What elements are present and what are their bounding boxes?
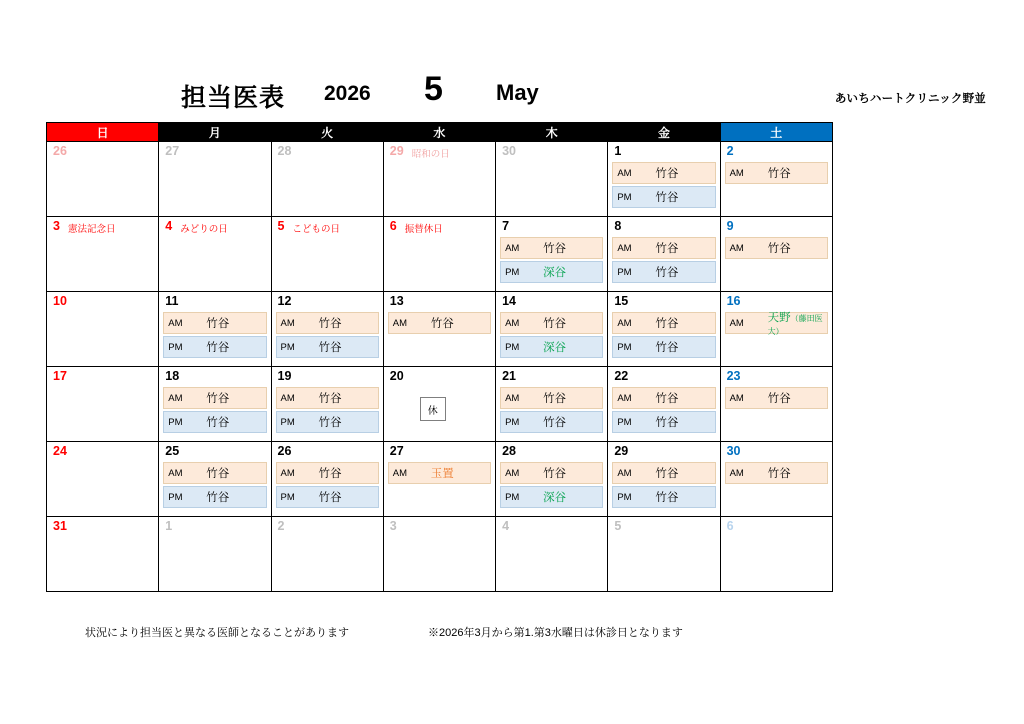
calendar-month-number: 5 (424, 70, 443, 108)
shift-list (163, 385, 266, 433)
shift-period-label: AM (729, 467, 744, 479)
shift-period-label: AM (729, 317, 744, 329)
doctor-name: 竹谷 (206, 492, 230, 504)
calendar-day-cell[interactable] (271, 367, 383, 442)
shift-afternoon[interactable] (612, 261, 715, 283)
day-number: 7 (502, 219, 510, 233)
doctor-name: 竹谷 (206, 393, 230, 405)
calendar-day-cell[interactable] (159, 292, 271, 367)
day-number: 26 (277, 444, 292, 458)
dow-header-wednesday: 水 (383, 123, 495, 142)
shift-period-label: PM (168, 491, 183, 503)
doctor-name: 竹谷 (318, 318, 342, 330)
note-right: ※2026年3月から第1.第3水曜日は休診日となります (428, 627, 683, 639)
shift-afternoon[interactable] (500, 261, 603, 283)
shift-period-label: AM (168, 467, 183, 479)
shift-morning[interactable] (725, 162, 828, 184)
calendar-day-cell[interactable] (383, 442, 495, 517)
doctor-name: 竹谷 (655, 243, 679, 255)
doctor-name: 竹谷 (767, 468, 791, 480)
doctor-name (758, 309, 827, 337)
day-number: 6 (389, 219, 397, 233)
shift-list (612, 460, 715, 508)
doctor-name: 竹谷 (655, 417, 679, 429)
shift-morning[interactable] (163, 387, 266, 409)
shift-list (612, 310, 715, 358)
shift-morning[interactable] (163, 312, 266, 334)
shift-afternoon[interactable] (612, 486, 715, 508)
day-number: 18 (165, 369, 180, 383)
shift-morning[interactable] (725, 387, 828, 409)
shift-afternoon[interactable] (163, 336, 266, 358)
day-number: 2 (277, 519, 285, 533)
doctor-name: 竹谷 (318, 342, 342, 354)
doctor-name: 竹谷 (543, 243, 567, 255)
shift-period-label: PM (168, 341, 183, 353)
day-number: 20 (389, 369, 404, 383)
calendar-day-cell[interactable] (271, 217, 383, 292)
day-number: 22 (614, 369, 629, 383)
calendar-day-cell[interactable] (47, 442, 159, 517)
day-number: 30 (726, 444, 741, 458)
page-header (46, 70, 986, 118)
calendar-year: 2026 (324, 82, 371, 105)
day-number: 29 (389, 144, 404, 158)
shift-period-label: AM (168, 317, 183, 329)
shift-list (276, 385, 379, 433)
dow-header-sunday: 日 (47, 123, 159, 142)
shift-period-label: PM (617, 416, 632, 428)
shift-period-label: PM (505, 341, 520, 353)
clinic-name: あいちハートクリニック野並 (834, 93, 986, 105)
shift-list (612, 235, 715, 283)
shift-period-label: AM (280, 392, 295, 404)
doctor-name: 竹谷 (206, 417, 230, 429)
shift-period-label: AM (505, 467, 520, 479)
calendar-week-row (47, 142, 833, 217)
shift-afternoon[interactable] (276, 486, 379, 508)
doctor-name: 竹谷 (543, 318, 567, 330)
shift-afternoon[interactable] (612, 186, 715, 208)
calendar-day-cell[interactable] (496, 442, 608, 517)
doctor-name: 竹谷 (430, 318, 454, 330)
shift-afternoon[interactable] (612, 411, 715, 433)
calendar-week-row (47, 517, 833, 592)
doctor-name: 竹谷 (543, 393, 567, 405)
day-number: 2 (726, 144, 734, 158)
shift-period-label: AM (729, 242, 744, 254)
shift-period-label: PM (505, 266, 520, 278)
duty-roster-calendar (46, 122, 833, 592)
calendar-day-cell[interactable] (496, 142, 608, 217)
shift-list (725, 235, 828, 259)
calendar-week-row (47, 217, 833, 292)
calendar-day-cell[interactable] (271, 142, 383, 217)
shift-list (276, 460, 379, 508)
calendar-day-cell[interactable] (720, 292, 832, 367)
shift-period-label: AM (280, 467, 295, 479)
shift-morning[interactable] (500, 387, 603, 409)
dow-header-friday: 金 (608, 123, 720, 142)
doctor-name: 竹谷 (655, 192, 679, 204)
doctor-name: 竹谷 (655, 492, 679, 504)
shift-period-label: AM (617, 467, 632, 479)
shift-list (612, 160, 715, 208)
shift-morning[interactable] (725, 312, 828, 334)
day-number: 21 (502, 369, 516, 383)
calendar-day-cell[interactable] (608, 367, 720, 442)
calendar-week-row (47, 292, 833, 367)
day-number: 24 (53, 444, 67, 458)
doctor-name: 竹谷 (655, 168, 679, 180)
shift-morning[interactable] (500, 237, 603, 259)
day-number: 30 (502, 144, 516, 158)
shift-list (500, 235, 603, 283)
shift-period-label: AM (617, 317, 632, 329)
shift-period-label: AM (617, 167, 632, 179)
calendar-day-cell[interactable] (383, 292, 495, 367)
shift-morning[interactable] (388, 462, 491, 484)
shift-period-label: PM (617, 341, 632, 353)
doctor-name: 竹谷 (655, 393, 679, 405)
shift-morning[interactable] (388, 312, 491, 334)
doctor-name: 竹谷 (543, 468, 567, 480)
shift-afternoon[interactable] (500, 411, 603, 433)
calendar-day-cell[interactable] (271, 292, 383, 367)
shift-morning[interactable] (725, 237, 828, 259)
shift-period-label: AM (729, 392, 744, 404)
calendar-day-cell[interactable] (47, 142, 159, 217)
shift-period-label: AM (617, 392, 632, 404)
day-number: 28 (502, 444, 516, 458)
doctor-name: 深谷 (543, 267, 567, 279)
doctor-name: 竹谷 (767, 243, 791, 255)
calendar-day-cell[interactable] (47, 367, 159, 442)
shift-period-label: PM (280, 416, 295, 428)
shift-period-label: AM (505, 317, 520, 329)
shift-period-label: AM (392, 467, 408, 479)
doctor-name: 竹谷 (655, 468, 679, 480)
shift-morning[interactable] (276, 387, 379, 409)
shift-period-label: AM (505, 242, 520, 254)
shift-period-label: AM (505, 392, 520, 404)
day-number: 11 (165, 294, 179, 308)
day-number: 4 (502, 519, 510, 533)
doctor-name: 玉置 (430, 468, 454, 480)
day-number: 5 (277, 219, 285, 233)
day-number: 15 (614, 294, 629, 308)
doctor-name: 深谷 (543, 492, 567, 504)
shift-morning[interactable] (500, 312, 603, 334)
calendar-day-cell[interactable] (496, 517, 608, 592)
shift-afternoon[interactable] (500, 486, 603, 508)
doctor-name: 竹谷 (543, 417, 567, 429)
note-left: 状況により担当医と異なる医師となることがあります (85, 627, 349, 639)
shift-period-label: PM (617, 266, 632, 278)
calendar-month-english: May (496, 80, 539, 105)
shift-afternoon[interactable] (500, 336, 603, 358)
day-number: 14 (502, 294, 516, 308)
day-number: 16 (726, 294, 741, 308)
shift-list (500, 310, 603, 358)
calendar-week-row (47, 442, 833, 517)
calendar-day-cell[interactable] (47, 217, 159, 292)
calendar-day-cell[interactable] (496, 367, 608, 442)
calendar-day-cell[interactable] (608, 217, 720, 292)
day-number: 29 (614, 444, 629, 458)
doctor-name: 竹谷 (767, 168, 791, 180)
day-number: 28 (277, 144, 292, 158)
shift-morning[interactable] (612, 462, 715, 484)
doctor-name: 竹谷 (318, 417, 342, 429)
day-number: 9 (726, 219, 734, 233)
calendar-day-cell[interactable] (271, 442, 383, 517)
calendar-day-cell[interactable] (159, 442, 271, 517)
shift-period-label: PM (280, 491, 295, 503)
shift-period-label: PM (617, 191, 632, 203)
shift-period-label: PM (505, 416, 520, 428)
holiday-label: 振替休日 (404, 224, 443, 235)
shift-morning[interactable] (163, 462, 266, 484)
shift-morning[interactable] (612, 387, 715, 409)
calendar-week-row (47, 367, 833, 442)
shift-period-label: AM (168, 392, 183, 404)
shift-morning[interactable] (276, 462, 379, 484)
shift-period-label: PM (168, 416, 183, 428)
dow-header-tuesday: 火 (271, 123, 383, 142)
shift-afternoon[interactable] (276, 336, 379, 358)
doctor-name: 竹谷 (655, 267, 679, 279)
day-number: 5 (614, 519, 622, 533)
shift-list (725, 310, 828, 334)
calendar-day-cell[interactable] (159, 517, 271, 592)
day-number: 23 (726, 369, 741, 383)
shift-morning[interactable] (612, 162, 715, 184)
day-number: 27 (165, 144, 180, 158)
shift-afternoon[interactable] (276, 411, 379, 433)
doctor-name: 竹谷 (206, 342, 230, 354)
doctor-name: 竹谷 (206, 468, 230, 480)
shift-list (725, 385, 828, 409)
day-number: 17 (53, 369, 67, 383)
doctor-name: 竹谷 (318, 492, 342, 504)
shift-period-label: PM (280, 341, 295, 353)
day-number: 25 (165, 444, 180, 458)
doctor-name-main: 天野 (767, 312, 791, 324)
shift-morning[interactable] (612, 312, 715, 334)
doctor-name: 竹谷 (206, 318, 230, 330)
day-number: 10 (53, 294, 67, 308)
calendar-day-cell[interactable] (159, 367, 271, 442)
calendar-day-cell[interactable] (720, 142, 832, 217)
doctor-name: 竹谷 (655, 342, 679, 354)
calendar-day-cell[interactable] (383, 517, 495, 592)
calendar-day-cell[interactable] (383, 367, 495, 442)
calendar-day-cell[interactable] (720, 217, 832, 292)
shift-morning[interactable] (612, 237, 715, 259)
shift-period-label: AM (392, 317, 408, 329)
shift-morning[interactable] (500, 462, 603, 484)
dow-header-monday: 月 (159, 123, 271, 142)
page-title: 担当医表 (181, 84, 286, 112)
shift-afternoon[interactable] (163, 411, 266, 433)
shift-list (163, 310, 266, 358)
day-number: 4 (165, 219, 173, 233)
clinic-closed-badge: 休 (420, 397, 446, 421)
doctor-name: 竹谷 (318, 468, 342, 480)
calendar-day-cell[interactable] (720, 367, 832, 442)
day-number: 6 (726, 519, 734, 533)
calendar-day-cell[interactable] (496, 217, 608, 292)
calendar-day-cell[interactable] (608, 517, 720, 592)
shift-morning[interactable] (725, 462, 828, 484)
calendar-day-cell[interactable] (383, 142, 495, 217)
calendar-header-row (47, 123, 833, 142)
day-number: 12 (277, 294, 292, 308)
calendar-day-cell[interactable] (608, 442, 720, 517)
shift-list (276, 310, 379, 358)
calendar-day-cell[interactable] (383, 217, 495, 292)
shift-period-label: PM (505, 491, 520, 503)
calendar-day-cell[interactable] (159, 217, 271, 292)
calendar-day-cell[interactable] (720, 517, 832, 592)
dow-header-thursday: 木 (496, 123, 608, 142)
holiday-label: 憲法記念日 (67, 224, 116, 235)
holiday-label: こどもの日 (292, 224, 340, 235)
doctor-name: 竹谷 (767, 393, 791, 405)
shift-period-label: AM (729, 167, 744, 179)
doctor-name: 深谷 (543, 342, 567, 354)
holiday-label: みどりの日 (180, 224, 228, 235)
calendar-day-cell[interactable] (47, 292, 159, 367)
calendar-day-cell[interactable] (271, 517, 383, 592)
shift-list (500, 460, 603, 508)
shift-list (163, 460, 266, 508)
doctor-name: 竹谷 (318, 393, 342, 405)
calendar-day-cell[interactable] (608, 292, 720, 367)
shift-list (612, 385, 715, 433)
dow-header-saturday: 土 (720, 123, 832, 142)
holiday-label: 昭和の日 (411, 149, 450, 160)
shift-period-label: PM (617, 491, 632, 503)
shift-list (388, 460, 491, 484)
day-number: 13 (389, 294, 404, 308)
day-number: 27 (389, 444, 404, 458)
day-number: 31 (53, 519, 67, 533)
day-number: 19 (277, 369, 292, 383)
shift-list (500, 385, 603, 433)
shift-list (388, 310, 491, 334)
calendar-day-cell[interactable] (496, 292, 608, 367)
calendar-day-cell[interactable] (720, 442, 832, 517)
shift-list (725, 160, 828, 184)
doctor-name: 竹谷 (655, 318, 679, 330)
shift-period-label: AM (280, 317, 295, 329)
day-number: 26 (53, 144, 67, 158)
shift-afternoon[interactable] (612, 336, 715, 358)
calendar-day-cell[interactable] (608, 142, 720, 217)
day-number: 1 (165, 519, 173, 533)
shift-list (725, 460, 828, 484)
shift-afternoon[interactable] (163, 486, 266, 508)
doctor-affiliation: （藤田医大） (767, 314, 823, 336)
shift-morning[interactable] (276, 312, 379, 334)
shift-period-label: AM (617, 242, 632, 254)
calendar-body (47, 142, 833, 592)
day-number: 3 (389, 519, 397, 533)
calendar-day-cell[interactable] (159, 142, 271, 217)
day-number: 3 (53, 219, 60, 233)
day-number: 8 (614, 219, 622, 233)
calendar-day-cell[interactable] (47, 517, 159, 592)
day-number: 1 (614, 144, 622, 158)
